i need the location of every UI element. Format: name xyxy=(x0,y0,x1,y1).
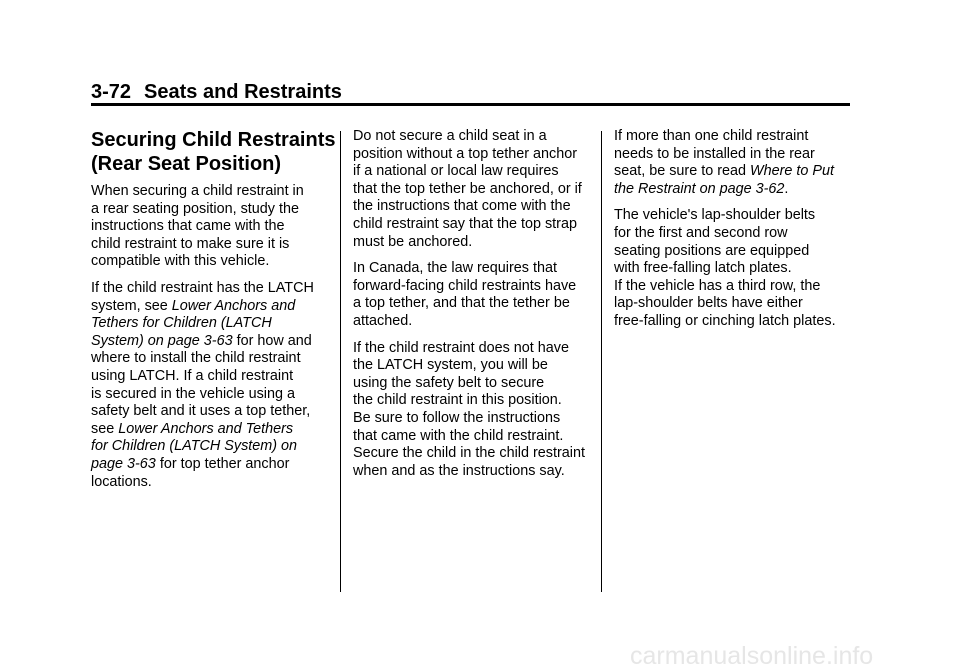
column-2 xyxy=(353,128,595,489)
text-line: If the vehicle has a third row, the xyxy=(614,277,821,294)
text-line: safety belt and it uses a top tether, xyxy=(91,403,311,420)
text-span: for top tether anchor xyxy=(155,455,290,472)
text-line: The vehicle's lap-shoulder belts xyxy=(614,207,816,224)
text-span: see xyxy=(91,420,119,437)
paragraph xyxy=(353,340,595,481)
text-line xyxy=(91,298,331,316)
text-line: a rear seating position, study the xyxy=(91,200,299,217)
column-1 xyxy=(91,128,336,500)
text-line: if a national or local law requires xyxy=(353,163,559,180)
cross-reference[interactable]: Lower Anchors and xyxy=(171,297,296,314)
section-title-line: (Rear Seat Position) xyxy=(91,153,282,175)
text-line: Be sure to follow the instructions xyxy=(353,409,561,426)
paragraph xyxy=(614,128,854,198)
text-line: Secure the child in the child restraint xyxy=(353,445,585,462)
text-line: In Canada, the law requires that xyxy=(353,260,557,277)
section-title-line: Securing Child Restraints xyxy=(91,129,336,151)
text-line: position without a top tether anchor xyxy=(353,145,577,162)
text-line: the LATCH system, you will be xyxy=(353,357,548,374)
text-line: free-falling or cinching latch plates. xyxy=(614,312,836,329)
page-header xyxy=(91,80,851,110)
text-span: for how and xyxy=(232,332,312,349)
text-line: instructions that came with the xyxy=(91,218,285,235)
cross-reference[interactable]: Where to Put xyxy=(750,163,834,180)
text-line: child restraint say that the top strap xyxy=(353,215,577,232)
cross-reference[interactable]: Tethers for Children (LATCH xyxy=(91,315,272,332)
text-line: a top tether, and that the tether be xyxy=(353,295,570,312)
section-title xyxy=(91,128,336,176)
text-line: where to install the child restraint xyxy=(91,350,301,367)
text-line: If the child restraint has the LATCH xyxy=(91,279,314,296)
text-line: lap-shoulder belts have either xyxy=(614,295,803,312)
paragraph xyxy=(353,128,595,251)
text-line: If the child restraint does not have xyxy=(353,339,569,356)
paragraph xyxy=(353,260,595,330)
text-line: attached. xyxy=(353,312,413,329)
chapter-title: Seats and Restraints xyxy=(144,81,342,103)
text-span: . xyxy=(784,180,789,197)
text-line: Do not secure a child seat in a xyxy=(353,128,547,144)
text-span: seat, be sure to read xyxy=(614,163,750,180)
text-span: system, see xyxy=(91,297,172,314)
header-text xyxy=(91,80,342,104)
text-line: locations. xyxy=(91,473,152,490)
text-line: must be anchored. xyxy=(353,233,473,250)
text-line: needs to be installed in the rear xyxy=(614,145,815,162)
text-line: When securing a child restraint in xyxy=(91,183,304,199)
text-line: forward-facing child restraints have xyxy=(353,277,577,294)
text-line: is secured in the vehicle using a xyxy=(91,385,295,402)
text-line: with free-falling latch plates. xyxy=(614,260,792,277)
text-line: when and as the instructions say. xyxy=(353,462,565,479)
column-divider-1 xyxy=(340,131,341,592)
cross-reference[interactable]: the Restraint on page 3-62 xyxy=(614,180,785,197)
column-divider-2 xyxy=(601,131,602,592)
cross-reference[interactable]: page 3-63 xyxy=(91,455,156,472)
watermark: carmanualsonline.info xyxy=(630,642,874,670)
text-line xyxy=(91,333,331,351)
text-line: the child restraint in this position. xyxy=(353,392,562,409)
page-number: 3-72 xyxy=(91,81,132,103)
paragraph xyxy=(614,207,854,330)
text-line xyxy=(614,181,854,199)
text-line: for the first and second row xyxy=(614,224,788,241)
text-line: the instructions that come with the xyxy=(353,198,571,215)
paragraph xyxy=(91,280,331,491)
text-line: that the top tether be anchored, or if xyxy=(353,180,582,197)
column-3 xyxy=(614,128,854,340)
text-line: child restraint to make sure it is xyxy=(91,235,290,252)
text-line: seating positions are equipped xyxy=(614,242,810,259)
text-line xyxy=(91,456,331,474)
text-line: using LATCH. If a child restraint xyxy=(91,367,294,384)
cross-reference[interactable]: System) on page 3-63 xyxy=(91,332,233,349)
cross-reference[interactable]: for Children (LATCH System) on xyxy=(91,438,298,455)
text-line: If more than one child restraint xyxy=(614,128,809,144)
cross-reference[interactable]: Lower Anchors and Tethers xyxy=(118,420,294,437)
text-line: compatible with this vehicle. xyxy=(91,253,270,270)
text-line xyxy=(91,421,331,439)
header-rule xyxy=(91,103,850,106)
text-line: using the safety belt to secure xyxy=(353,374,545,391)
text-line xyxy=(614,163,854,181)
text-line xyxy=(91,315,331,333)
text-line xyxy=(91,438,331,456)
paragraph xyxy=(91,183,331,271)
text-line: that came with the child restraint. xyxy=(353,427,564,444)
